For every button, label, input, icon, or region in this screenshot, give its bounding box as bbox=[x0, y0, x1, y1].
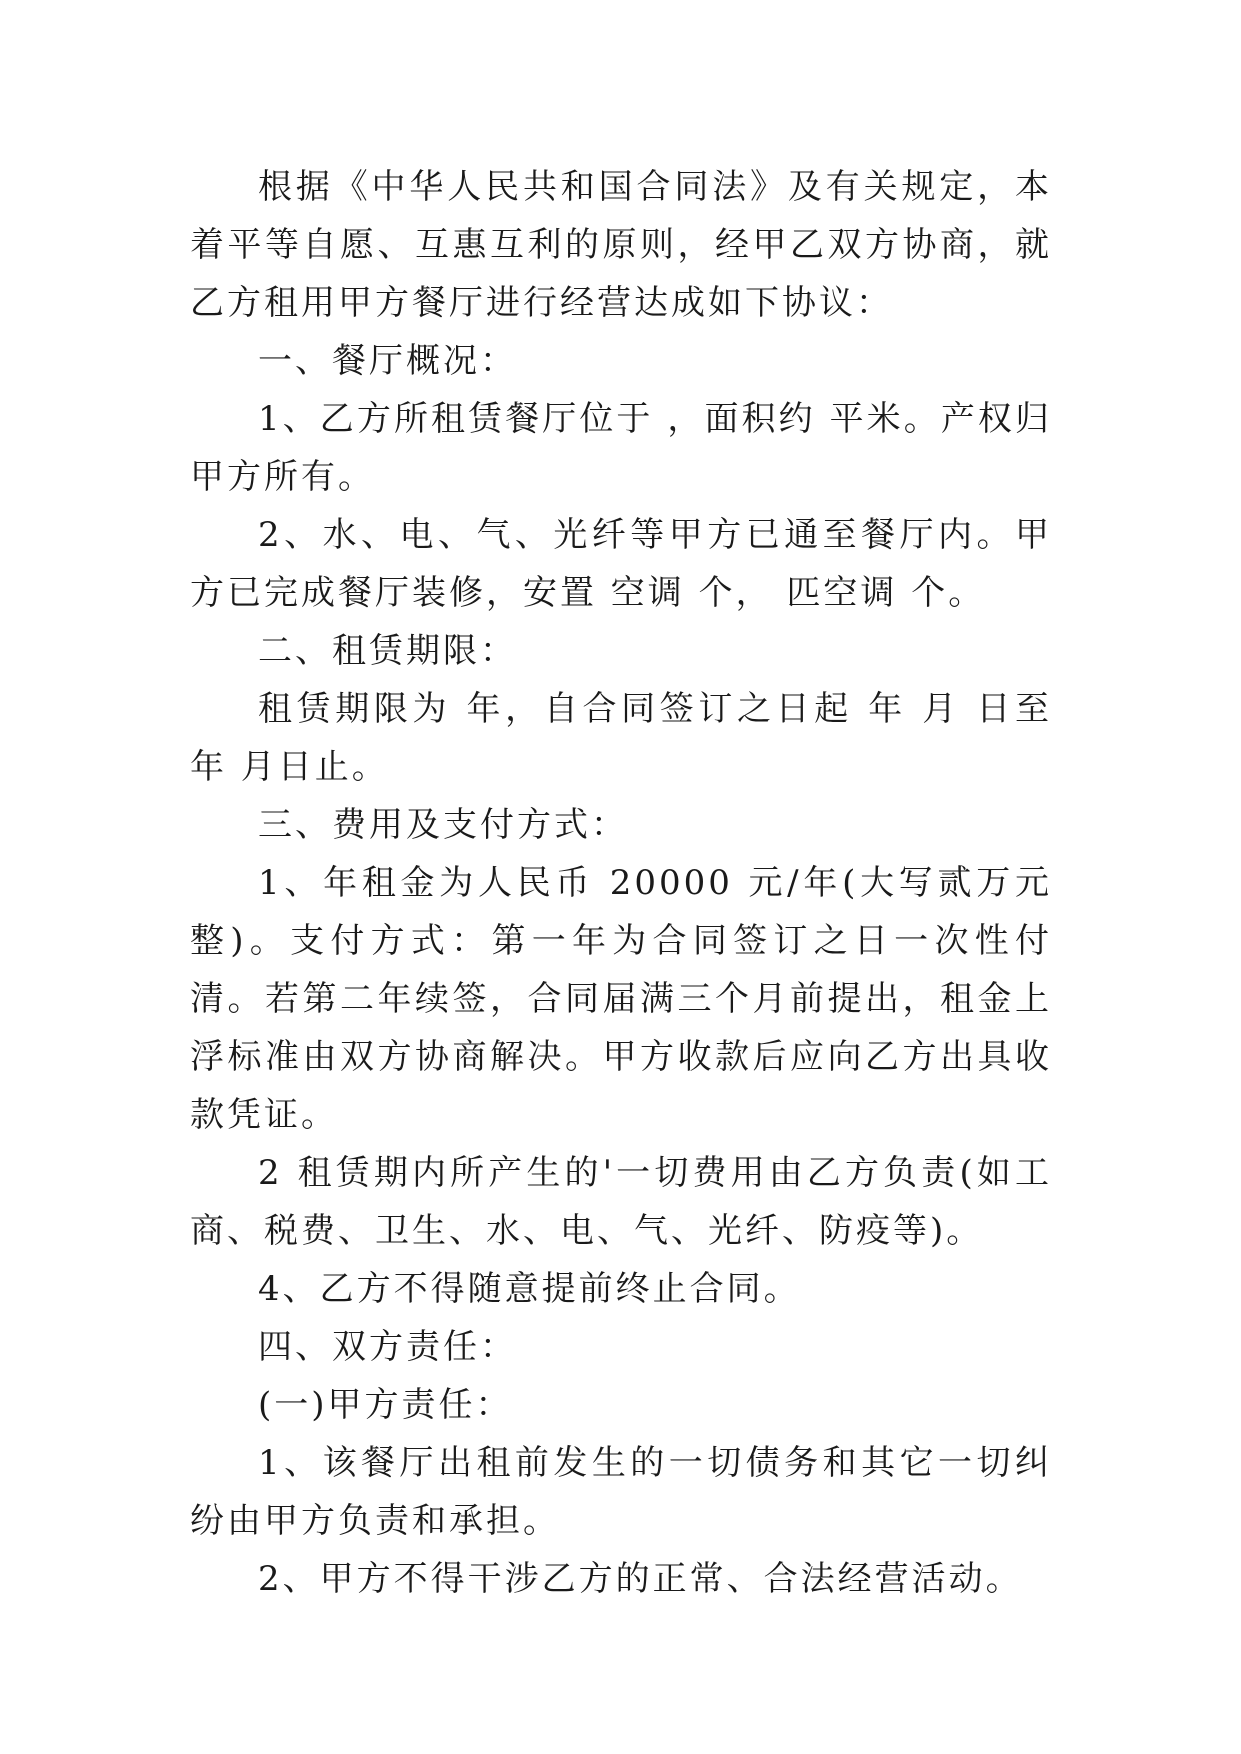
section-heading-fees-payment: 三、费用及支付方式： bbox=[258, 805, 628, 845]
clause-party-a-debts: 1、该餐厅出租前发生的一切债务和其它一切纠纷由甲方负责和承担。 bbox=[190, 1443, 1052, 1541]
document-body bbox=[190, 158, 1052, 1608]
clause-party-a-no-interference: 2、甲方不得干涉乙方的正常、合法经营活动。 bbox=[258, 1559, 1023, 1599]
clause-no-early-termination: 4、乙方不得随意提前终止合同。 bbox=[258, 1269, 801, 1309]
clause-location-area: 1、乙方所租赁餐厅位于 ，面积约 平米。产权归甲方所有。 bbox=[190, 399, 1052, 497]
section-heading-responsibilities: 四、双方责任： bbox=[258, 1327, 517, 1367]
subsection-heading-party-a: (一)甲方责任： bbox=[258, 1385, 513, 1425]
intro-paragraph: 根据《中华人民共和国合同法》及有关规定，本着平等自愿、互惠互利的原则，经甲乙双方协商，就乙方租用甲方餐厅进行经营达成如下协议： bbox=[190, 167, 1052, 323]
section-heading-restaurant-overview: 一、餐厅概况： bbox=[258, 341, 517, 381]
section-heading-lease-term: 二、租赁期限： bbox=[258, 631, 517, 671]
clause-annual-rent: 1、年租金为人民币 20000 元/年(大写贰万元整)。支付方式：第一年为合同签订之日一次性付清。若第二年续签，合同届满三个月前提出，租金上浮标准由双方协商解决。甲方收款后应向乙方出具收款凭证。 bbox=[190, 863, 1052, 1135]
clause-lease-period: 租赁期限为 年，自合同签订之日起 年 月 日至 年 月日止。 bbox=[190, 689, 1052, 787]
clause-expenses: 2 租赁期内所产生的'一切费用由乙方负责(如工商、税费、卫生、水、电、气、光纤、防疫等)。 bbox=[190, 1153, 1052, 1251]
clause-utilities-equipment: 2、水、电、气、光纤等甲方已通至餐厅内。甲方已完成餐厅装修，安置 空调 个， 匹空调 个。 bbox=[190, 515, 1052, 613]
